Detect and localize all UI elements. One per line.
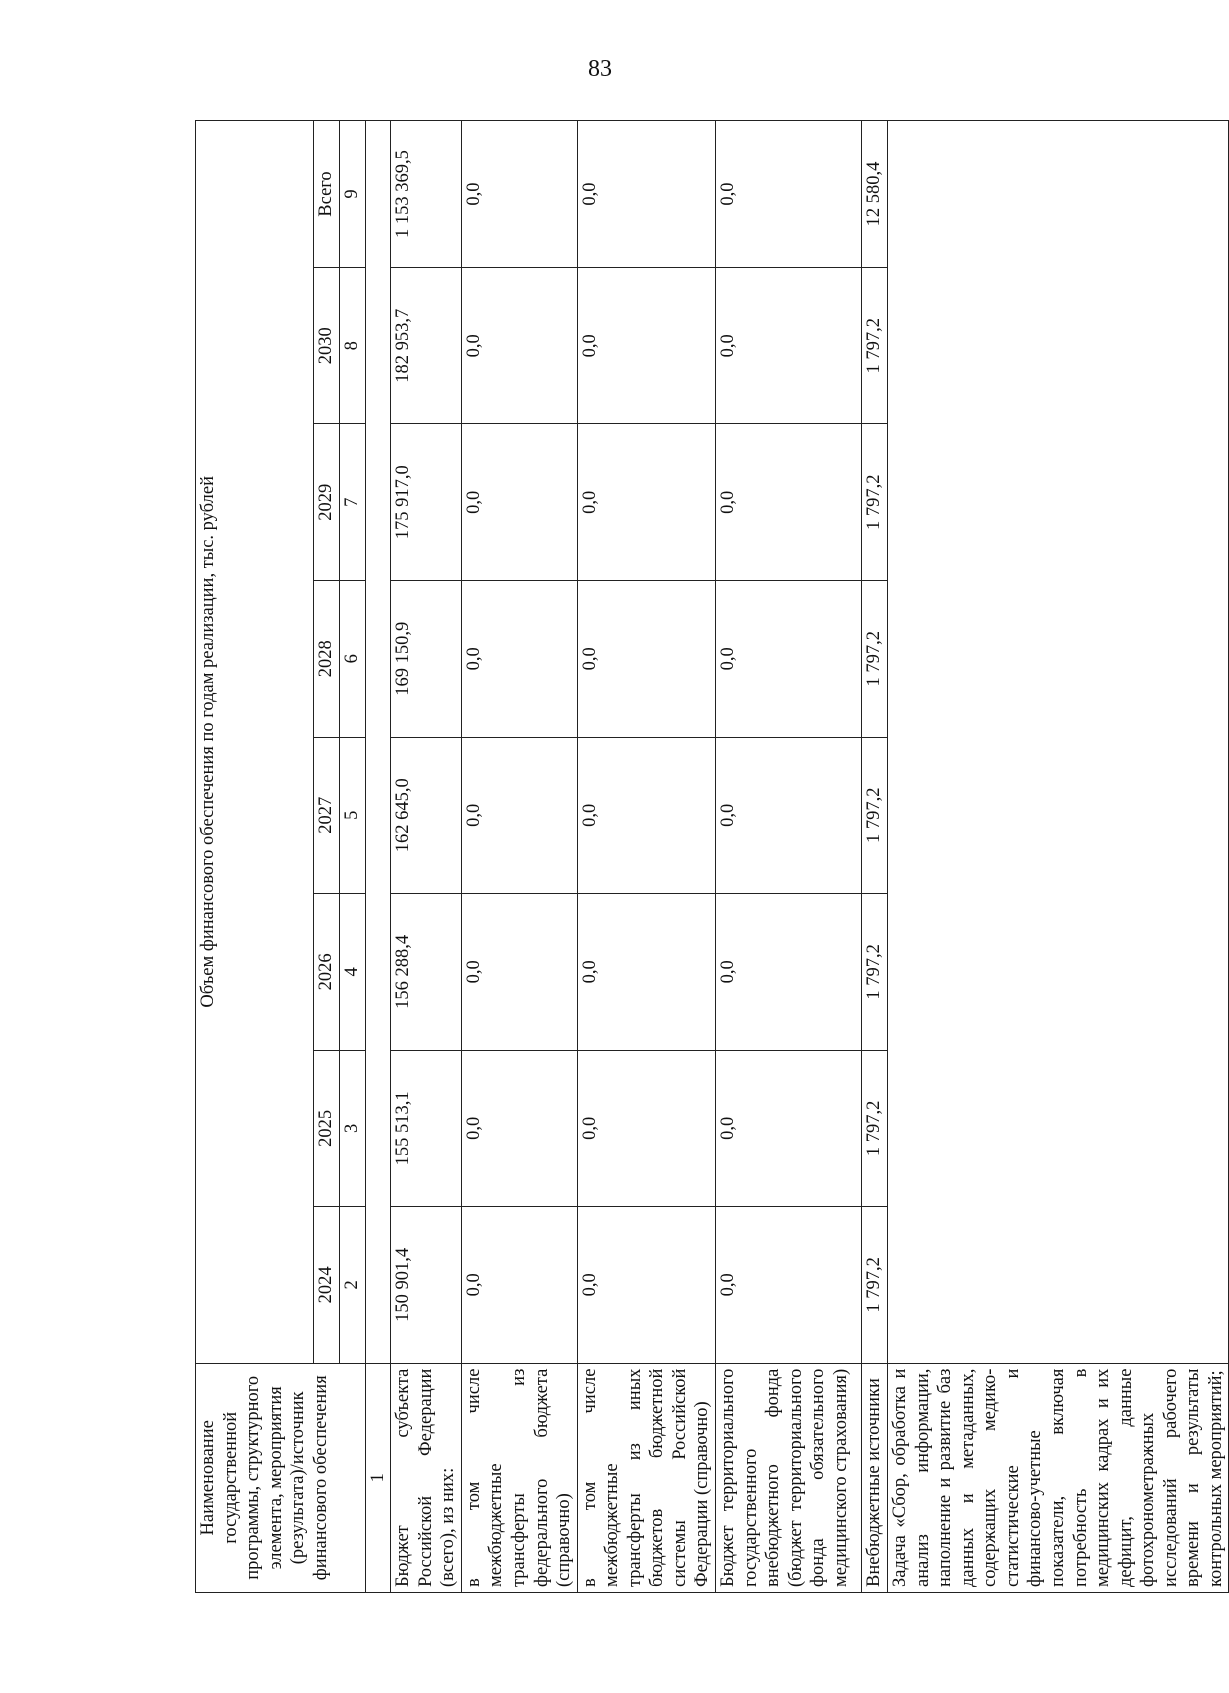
table-row — [461, 121, 577, 1593]
value-cell: 0,0 — [461, 121, 577, 268]
value-cell: 1 153 369,5 — [391, 121, 462, 268]
value-cell: 1 797,2 — [862, 894, 888, 1051]
financing-table — [195, 120, 1229, 1593]
value-cell: 0,0 — [461, 1050, 577, 1207]
value-cell: 169 150,9 — [391, 581, 462, 738]
value-cell: 0,0 — [577, 581, 715, 738]
value-cell: 0,0 — [461, 1207, 577, 1364]
rotated-table-container — [195, 120, 1226, 1593]
col-number-9: 9 — [340, 121, 366, 268]
table-row — [391, 121, 462, 1593]
value-cell: 0,0 — [577, 1207, 715, 1364]
value-cell: 1 797,2 — [862, 267, 888, 424]
value-cell: 150 901,4 — [391, 1207, 462, 1364]
header-volume-column: Объем финансового обеспечения по годам реализации, тыс. рублей — [196, 121, 314, 1364]
col-number-5: 5 — [340, 737, 366, 894]
header-year-2027: 2027 — [314, 737, 340, 894]
header-year-2028: 2028 — [314, 581, 340, 738]
header-total: Всего — [314, 121, 340, 268]
value-cell: 162 645,0 — [391, 737, 462, 894]
value-cell: 0,0 — [716, 1207, 862, 1364]
row-label: Бюджет субъекта Российской Федерации (всего), из них: — [391, 1363, 462, 1592]
value-cell: 0,0 — [716, 121, 862, 268]
value-cell: 0,0 — [577, 267, 715, 424]
value-cell: 1 797,2 — [862, 424, 888, 581]
header-name-column: Наименование государственной программы, структурного элемента, мероприятия (результата)/источник финансового обеспечения — [196, 1363, 366, 1592]
value-cell: 0,0 — [461, 267, 577, 424]
header-year-2026: 2026 — [314, 894, 340, 1051]
value-cell: 1 797,2 — [862, 737, 888, 894]
row-label: в том числе межбюджетные трансферты из иных бюджетов бюджетной системы Российской Федерации (справочно) — [577, 1363, 715, 1592]
col-number-4: 4 — [340, 894, 366, 1051]
value-cell: 0,0 — [577, 424, 715, 581]
value-cell: 0,0 — [577, 121, 715, 268]
table-row — [862, 121, 888, 1593]
value-cell: 0,0 — [577, 737, 715, 894]
value-cell: 0,0 — [461, 581, 577, 738]
col-number-row-filler — [365, 121, 391, 1364]
value-cell: 0,0 — [577, 1050, 715, 1207]
value-cell: 0,0 — [461, 894, 577, 1051]
value-cell: 1 797,2 — [862, 581, 888, 738]
header-year-2029: 2029 — [314, 424, 340, 581]
task-filler — [888, 121, 1229, 1364]
value-cell: 1 797,2 — [862, 1207, 888, 1364]
value-cell: 0,0 — [716, 424, 862, 581]
value-cell: 0,0 — [716, 267, 862, 424]
row-label: в том числе межбюджетные трансферты из федерального бюджета (справочно) — [461, 1363, 577, 1592]
page-number: 83 — [588, 56, 612, 82]
col-number-3: 3 — [340, 1050, 366, 1207]
row-label: Бюджет территориального государственного внебюджетного фонда (бюджет территориального фонда обязательного медицинского страхования) — [716, 1363, 862, 1592]
value-cell: 0,0 — [577, 894, 715, 1051]
value-cell: 0,0 — [716, 581, 862, 738]
value-cell: 0,0 — [716, 1050, 862, 1207]
value-cell: 0,0 — [461, 737, 577, 894]
value-cell: 175 917,0 — [391, 424, 462, 581]
table-row — [716, 121, 862, 1593]
table-row — [888, 121, 1229, 1593]
value-cell: 0,0 — [461, 424, 577, 581]
task-label: Задача «Сбор, обработка и анализ информации, наполнение и развитие баз данных и метаданных, содержащих медико-статистические и финансово-учетные показатели, включая потребность в медицинских кадрах и их дефицит, данные фотохронометражных исследований рабочего времени и результаты контрольных мероприятий; — [888, 1363, 1229, 1592]
col-number-6: 6 — [340, 581, 366, 738]
value-cell: 1 797,2 — [862, 1050, 888, 1207]
table-row — [577, 121, 715, 1593]
header-year-2030: 2030 — [314, 267, 340, 424]
value-cell: 182 953,7 — [391, 267, 462, 424]
value-cell: 12 580,4 — [862, 121, 888, 268]
header-year-2025: 2025 — [314, 1050, 340, 1207]
col-number-1: 1 — [365, 1363, 391, 1592]
value-cell: 156 288,4 — [391, 894, 462, 1051]
col-number-7: 7 — [340, 424, 366, 581]
col-number-8: 8 — [340, 267, 366, 424]
value-cell: 155 513,1 — [391, 1050, 462, 1207]
row-label: Внебюджетные источники — [862, 1363, 888, 1592]
col-number-2: 2 — [340, 1207, 366, 1364]
header-year-2024: 2024 — [314, 1207, 340, 1364]
value-cell: 0,0 — [716, 894, 862, 1051]
value-cell: 0,0 — [716, 737, 862, 894]
